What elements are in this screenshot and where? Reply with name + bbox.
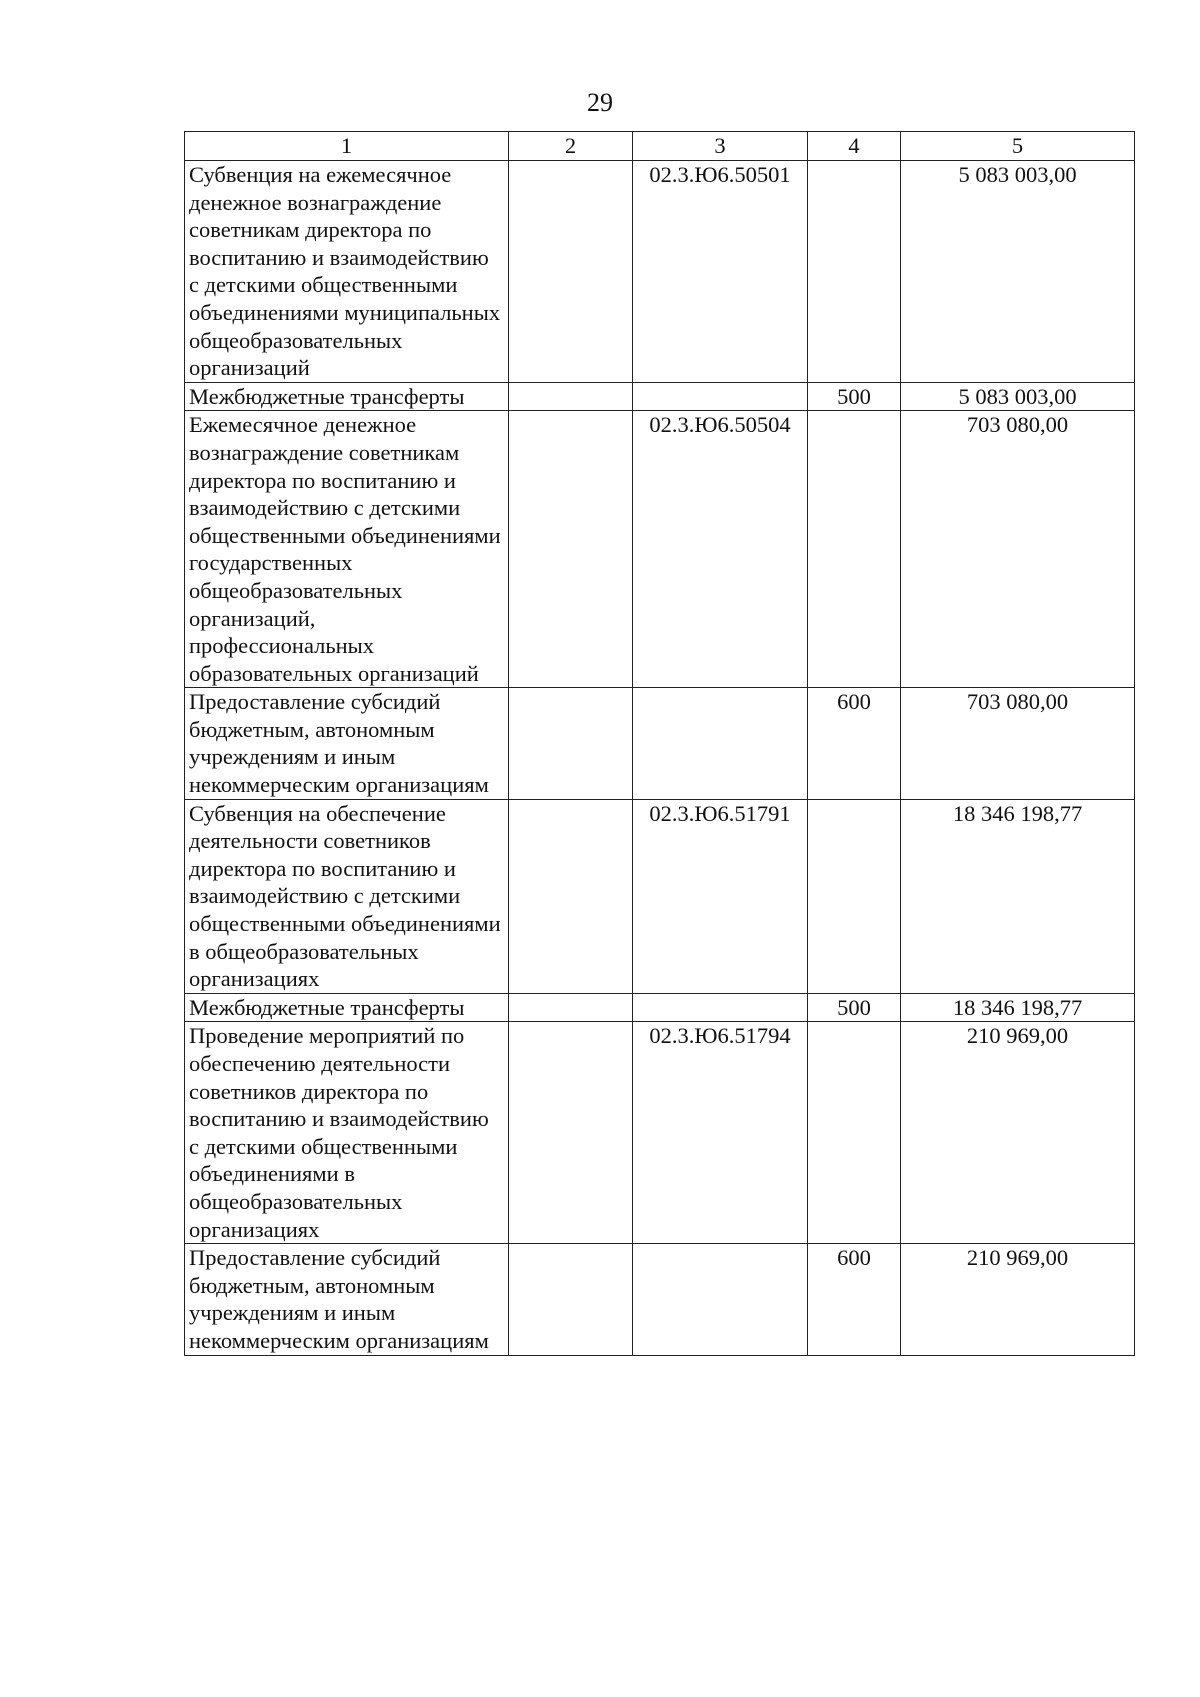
table-row [185,799,1135,993]
row-sum: 703 080,00 [901,688,1135,799]
row-code [633,993,808,1022]
row-name: Межбюджетные трансферты [185,993,509,1022]
row-kvr [808,1022,901,1244]
row-sum: 5 083 003,00 [901,161,1135,383]
row-sum: 210 969,00 [901,1022,1135,1244]
row-kvr [808,161,901,383]
row-col2 [509,411,633,688]
table-row [185,1022,1135,1244]
row-kvr: 500 [808,382,901,411]
row-code: 02.3.Ю6.51791 [633,799,808,993]
row-code: 02.3.Ю6.50501 [633,161,808,383]
row-sum: 5 083 003,00 [901,382,1135,411]
row-name: Предоставление субсидий бюджетным, автономным учреждениям и иным некоммерческим организациям [185,688,509,799]
row-col2 [509,1022,633,1244]
row-kvr [808,411,901,688]
row-kvr [808,799,901,993]
row-kvr: 600 [808,688,901,799]
row-name: Проведение мероприятий по обеспечению деятельности советников директора по воспитанию и взаимодействию с детскими общественными объединениями в общеобразовательных организациях [185,1022,509,1244]
table-row [185,688,1135,799]
budget-table [184,131,1135,1356]
row-name: Ежемесячное денежное вознаграждение советникам директора по воспитанию и взаимодействию с детскими общественными объединениями государственных общеобразовательных организаций, профессиональных образовательных организаций [185,411,509,688]
table-header-row [185,132,1135,161]
row-code: 02.3.Ю6.50504 [633,411,808,688]
row-col2 [509,993,633,1022]
row-col2 [509,688,633,799]
row-sum: 210 969,00 [901,1244,1135,1355]
row-name: Субвенция на обеспечение деятельности советников директора по воспитанию и взаимодействию с детскими общественными объединениями в общеобразовательных организациях [185,799,509,993]
row-kvr: 600 [808,1244,901,1355]
column-header-5: 5 [901,132,1135,161]
row-code [633,1244,808,1355]
row-code: 02.3.Ю6.51794 [633,1022,808,1244]
row-col2 [509,382,633,411]
row-sum: 18 346 198,77 [901,799,1135,993]
table-row [185,382,1135,411]
row-col2 [509,799,633,993]
table-row [185,161,1135,383]
page-number: 29 [587,88,613,117]
row-kvr: 500 [808,993,901,1022]
row-sum: 703 080,00 [901,411,1135,688]
column-header-1: 1 [185,132,509,161]
row-code [633,382,808,411]
column-header-4: 4 [808,132,901,161]
row-sum: 18 346 198,77 [901,993,1135,1022]
table-row [185,1244,1135,1355]
row-name: Предоставление субсидий бюджетным, автономным учреждениям и иным некоммерческим организациям [185,1244,509,1355]
row-col2 [509,1244,633,1355]
row-col2 [509,161,633,383]
row-code [633,688,808,799]
column-header-3: 3 [633,132,808,161]
row-name: Субвенция на ежемесячное денежное вознаграждение советникам директора по воспитанию и взаимодействию с детскими общественными объединениями муниципальных общеобразовательных организаций [185,161,509,383]
row-name: Межбюджетные трансферты [185,382,509,411]
table-row [185,411,1135,688]
column-header-2: 2 [509,132,633,161]
table-row [185,993,1135,1022]
